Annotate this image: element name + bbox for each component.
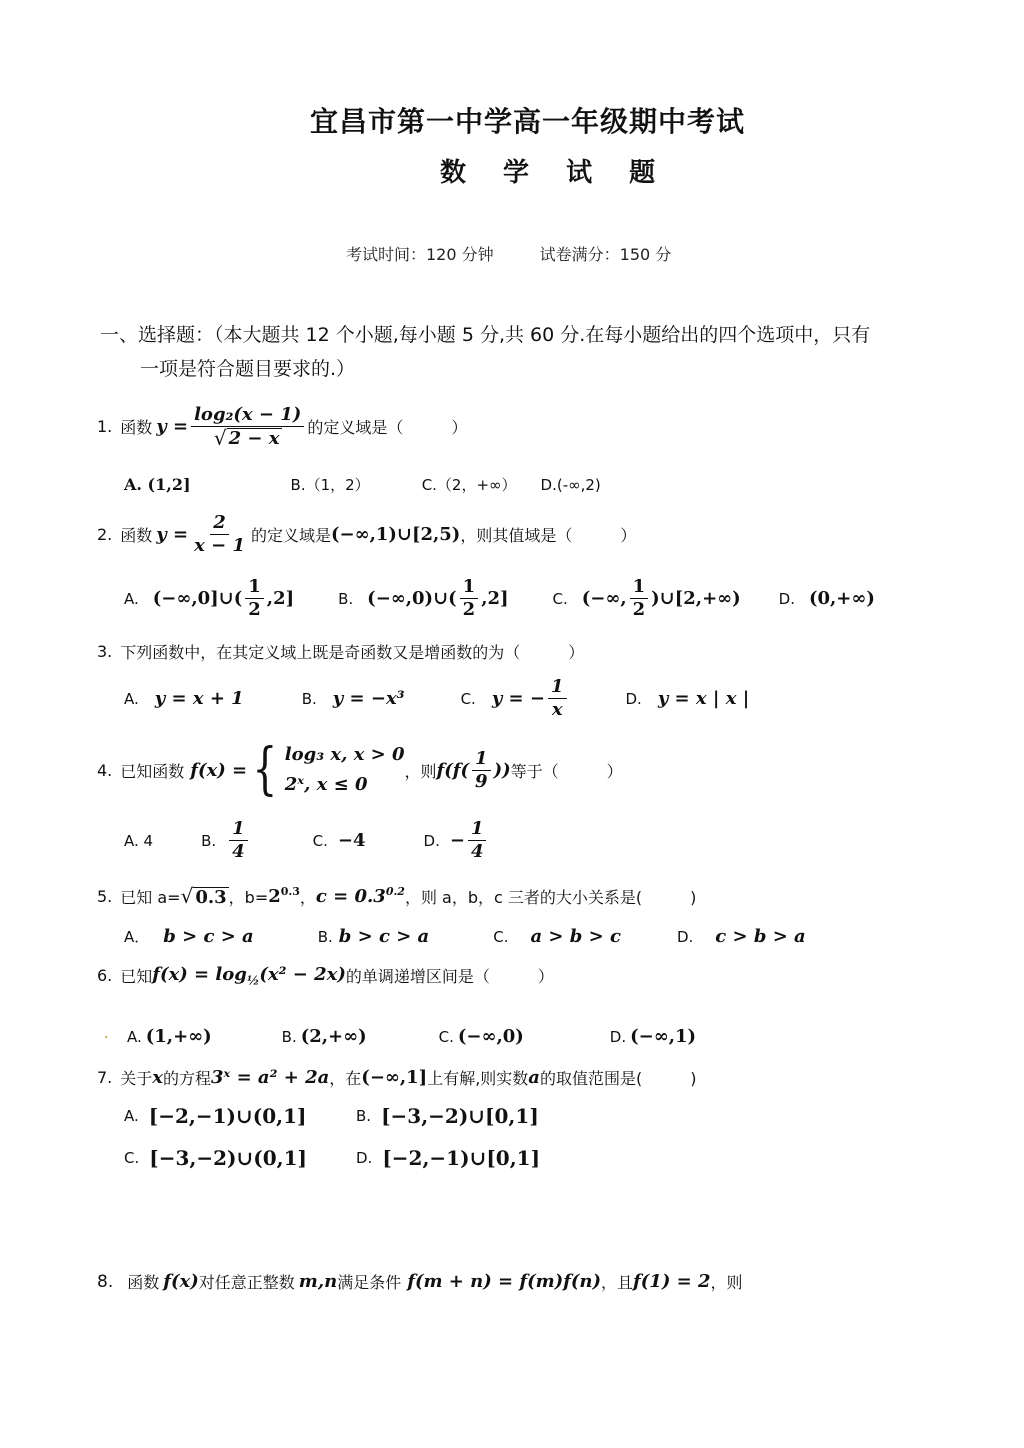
log-name: f(x) = log [152,964,247,985]
question-text: 函数 [120,418,153,437]
numerator: 1 [229,818,248,841]
option-label: C. [312,831,328,850]
question-6-options [127,1026,696,1047]
question-text: ，则 [710,1273,743,1292]
option-label: C. [124,1149,140,1167]
interval: (−∞,1] [361,1067,428,1088]
option-expr: [−3,−2)∪[0,1] [381,1104,539,1128]
option-label: B. [281,1027,297,1046]
question-text: 等于（ ） [510,761,623,781]
question-3 [97,640,584,663]
option-b[interactable] [356,1104,539,1128]
option-label: B. [356,1107,372,1125]
sqrt-icon: √ [180,884,194,908]
section-heading-line2: 一项是符合题目要求的.） [140,358,356,380]
option-d[interactable] [424,818,490,863]
log-argument: (x² − 2x) [259,964,346,985]
numerator: 1 [472,748,491,771]
composite-expr: )) [493,759,511,781]
denominator [211,427,285,449]
option-label: A． [124,928,150,946]
question-7 [97,1066,696,1089]
option-expr: ,2] [266,588,295,609]
option-d[interactable] [356,1146,540,1170]
option-d[interactable]: D.(-∞,2) [540,475,601,494]
radicand: 2 − x [228,428,280,449]
option-label: B. [338,589,354,608]
question-1 [97,404,467,449]
question-text: ， [299,887,316,907]
option-b[interactable]: B.（1，2） [290,476,370,494]
option-label: D. [625,689,642,708]
option-expr: (−∞,0]∪( [152,588,243,609]
option-expr: )∪[2,+∞) [651,588,741,609]
formula-y: y = [156,416,189,437]
radicand: 0.3 [195,887,227,908]
question-text: 关于 [120,1069,153,1088]
option-expr: y = −x³ [332,688,405,709]
question-number: 1. [97,417,113,436]
option-d[interactable] [626,688,750,709]
option-expr: b > c > a [163,926,254,947]
option-a[interactable]: A. (1,2] [124,475,191,494]
question-7-options-row2 [124,1146,540,1170]
initial-value: f(1) = 2 [633,1271,711,1292]
question-2 [97,512,636,557]
question-text: 的定义域是（ ） [307,418,468,437]
option-label: A. [124,589,139,608]
option-expr: [−2,−1)∪[0,1] [382,1146,541,1170]
denominator: 2 [632,599,646,620]
question-7-options-row1 [124,1104,539,1128]
option-d[interactable] [677,926,806,947]
option-label: C. [438,1027,454,1046]
option-a[interactable] [124,1104,356,1128]
question-text: 已知函数 [120,761,185,781]
option-label: D. [676,927,694,946]
c-base: c = 0.3 [315,886,386,907]
question-text: 上有解,则实数 [427,1069,529,1088]
option-d[interactable] [779,588,875,609]
option-c[interactable] [461,676,570,721]
option-label: D. [778,589,795,608]
question-text: 的方程 [163,1069,212,1088]
question-2-options [124,576,875,621]
equation: 3ˣ = a² + 2a [211,1067,330,1088]
option-expr: a > b > c [530,926,621,947]
option-expr: (−∞,0)∪( [367,588,457,609]
option-label: C. [552,589,568,608]
exam-subtitle: 数 学 试 题 [440,158,670,188]
vars-mn: m,n [298,1271,338,1292]
numerator: 1 [460,576,479,599]
question-3-options [124,676,749,721]
option-a[interactable] [124,576,294,621]
c-value [316,885,405,907]
numerator: log₂(x − 1) [191,404,304,427]
section-heading [100,318,870,386]
functional-equation: f(m + n) = f(m)f(n) [407,1271,602,1292]
question-1-options [124,474,601,495]
piecewise-function [247,737,405,802]
log-base: ½ [246,973,260,988]
b-value [268,885,300,907]
question-text: ，则 a，b，c 三者的大小关系是( ) [404,887,697,907]
denominator: 4 [470,841,484,862]
question-text: 的定义域是 [250,526,331,545]
question-text: 下列函数中，在其定义域上既是奇函数又是增函数的为（ ） [120,643,585,662]
option-b[interactable] [282,1026,367,1047]
denominator: 2 [462,599,476,620]
question-4-options [124,818,489,863]
sqrt-icon: √ [213,426,227,450]
full-score: 试卷满分：150 分 [539,245,672,264]
composite-expr: f(f( [436,759,470,781]
option-expr: c > b > a [715,926,806,947]
option-label: A. [124,1107,139,1125]
question-8 [97,1270,743,1293]
option-expr: (−∞, [581,588,627,609]
option-b[interactable] [302,688,405,709]
question-number: 3. [97,642,113,661]
question-text: ，且 [601,1273,634,1292]
option-expr: y = − [491,688,545,709]
question-text: 对任意正整数 [198,1273,295,1292]
option-expr: (1,+∞) [145,1026,212,1047]
exam-info [346,242,671,265]
exam-title: 宜昌市第一中学高一年级期中考试 [310,105,746,138]
option-expr: ,2] [481,588,509,609]
b-base: 2 [268,886,281,907]
question-5 [97,884,696,908]
option-c[interactable] [124,1146,356,1170]
question-number: 6. [97,966,113,986]
denominator: 4 [232,841,245,862]
numerator: 1 [468,818,487,841]
option-label: D. [423,831,440,850]
b-exponent: 0.3 [280,885,300,898]
option-c[interactable]: C.（2，+∞） [421,476,517,494]
option-expr: (−∞,0) [457,1026,524,1047]
option-expr: (2,+∞) [300,1026,367,1047]
question-number: 7. [97,1068,113,1087]
var-x: x [152,1067,164,1088]
numerator: 1 [245,576,264,599]
option-d[interactable] [610,1026,696,1047]
option-label: B. [201,831,217,850]
question-text: ，则其值域是（ ） [460,526,637,545]
formula-y: y = [156,524,189,545]
option-label: A. [124,689,139,708]
question-text: ，b= [228,887,269,907]
option-label: D. [609,1027,627,1046]
option-c[interactable] [313,830,366,851]
option-label: C. [460,689,476,708]
question-4 [97,737,623,802]
option-b[interactable] [318,926,430,947]
question-text: 函数 [127,1273,160,1292]
denominator: x [551,699,563,720]
question-number: 4. [97,760,113,780]
denominator: x − 1 [194,535,245,556]
option-label: A. [127,1027,142,1046]
stray-dot: . [104,1026,109,1042]
c-exponent: 0.2 [385,885,405,898]
question-text: 的单调递增区间是（ ） [345,967,554,987]
option-expr: −4 [337,830,366,851]
option-a[interactable] [124,926,254,947]
question-6 [97,964,554,988]
option-label: B. [317,927,333,946]
option-expr: b > c > a [338,926,430,947]
option-c[interactable] [553,576,741,621]
question-5-options [124,926,806,947]
denominator: 2 [248,599,261,620]
function-name: f(x) [163,1271,199,1292]
option-label: C. [493,927,509,946]
option-expr: − [449,830,465,851]
option-label: B. [301,689,317,708]
numerator: 1 [630,576,649,599]
option-expr: (0,+∞) [808,588,875,609]
exam-time: 考试时间：120 分钟 [346,245,494,264]
option-expr: y = x | x | [657,688,750,709]
numerator: 1 [548,676,567,699]
fraction [191,512,248,557]
sqrt-expr [181,884,229,908]
function-name: f(x) = [190,759,248,781]
option-b[interactable] [201,818,251,863]
option-expr: (−∞,1) [630,1026,697,1047]
question-text: 满足条件 [337,1273,402,1292]
option-b[interactable] [338,576,508,621]
question-number: 2. [97,525,113,544]
question-number: 8. [97,1271,114,1292]
option-expr: y = x + 1 [154,688,244,709]
option-a[interactable] [127,1026,212,1047]
domain-expr: (−∞,1)∪[2,5) [330,524,461,545]
question-text: 已知 [120,967,153,987]
numerator: 2 [210,512,229,535]
question-text: ，在 [329,1069,362,1088]
denominator: 9 [475,770,488,792]
option-c[interactable] [493,926,621,947]
question-text: 函数 [120,526,153,545]
fraction [472,748,491,793]
option-c[interactable] [439,1026,524,1047]
question-text: ，则 [404,761,437,781]
case-1: log₃ x, x > 0 [284,744,405,765]
option-label: D. [356,1149,373,1167]
brace-icon: { [252,737,278,802]
question-text: 已知 a= [120,887,181,907]
var-a: a [528,1067,540,1088]
option-a[interactable]: A. 4 [124,831,154,850]
option-expr: [−3,−2)∪(0,1] [149,1146,307,1170]
option-expr: [−2,−1)∪(0,1] [148,1104,307,1128]
case-2: 2ˣ, x ≤ 0 [284,774,368,795]
fraction [191,404,304,449]
question-text: 的取值范围是( ) [539,1069,697,1088]
option-a[interactable] [124,688,244,709]
log-expr [152,964,346,988]
section-heading-line1: 一、选择题：（本大题共 12 个小题,每小题 5 分,共 60 分.在每小题给出的四个选项中，只有 [100,324,871,346]
question-number: 5. [97,886,113,906]
